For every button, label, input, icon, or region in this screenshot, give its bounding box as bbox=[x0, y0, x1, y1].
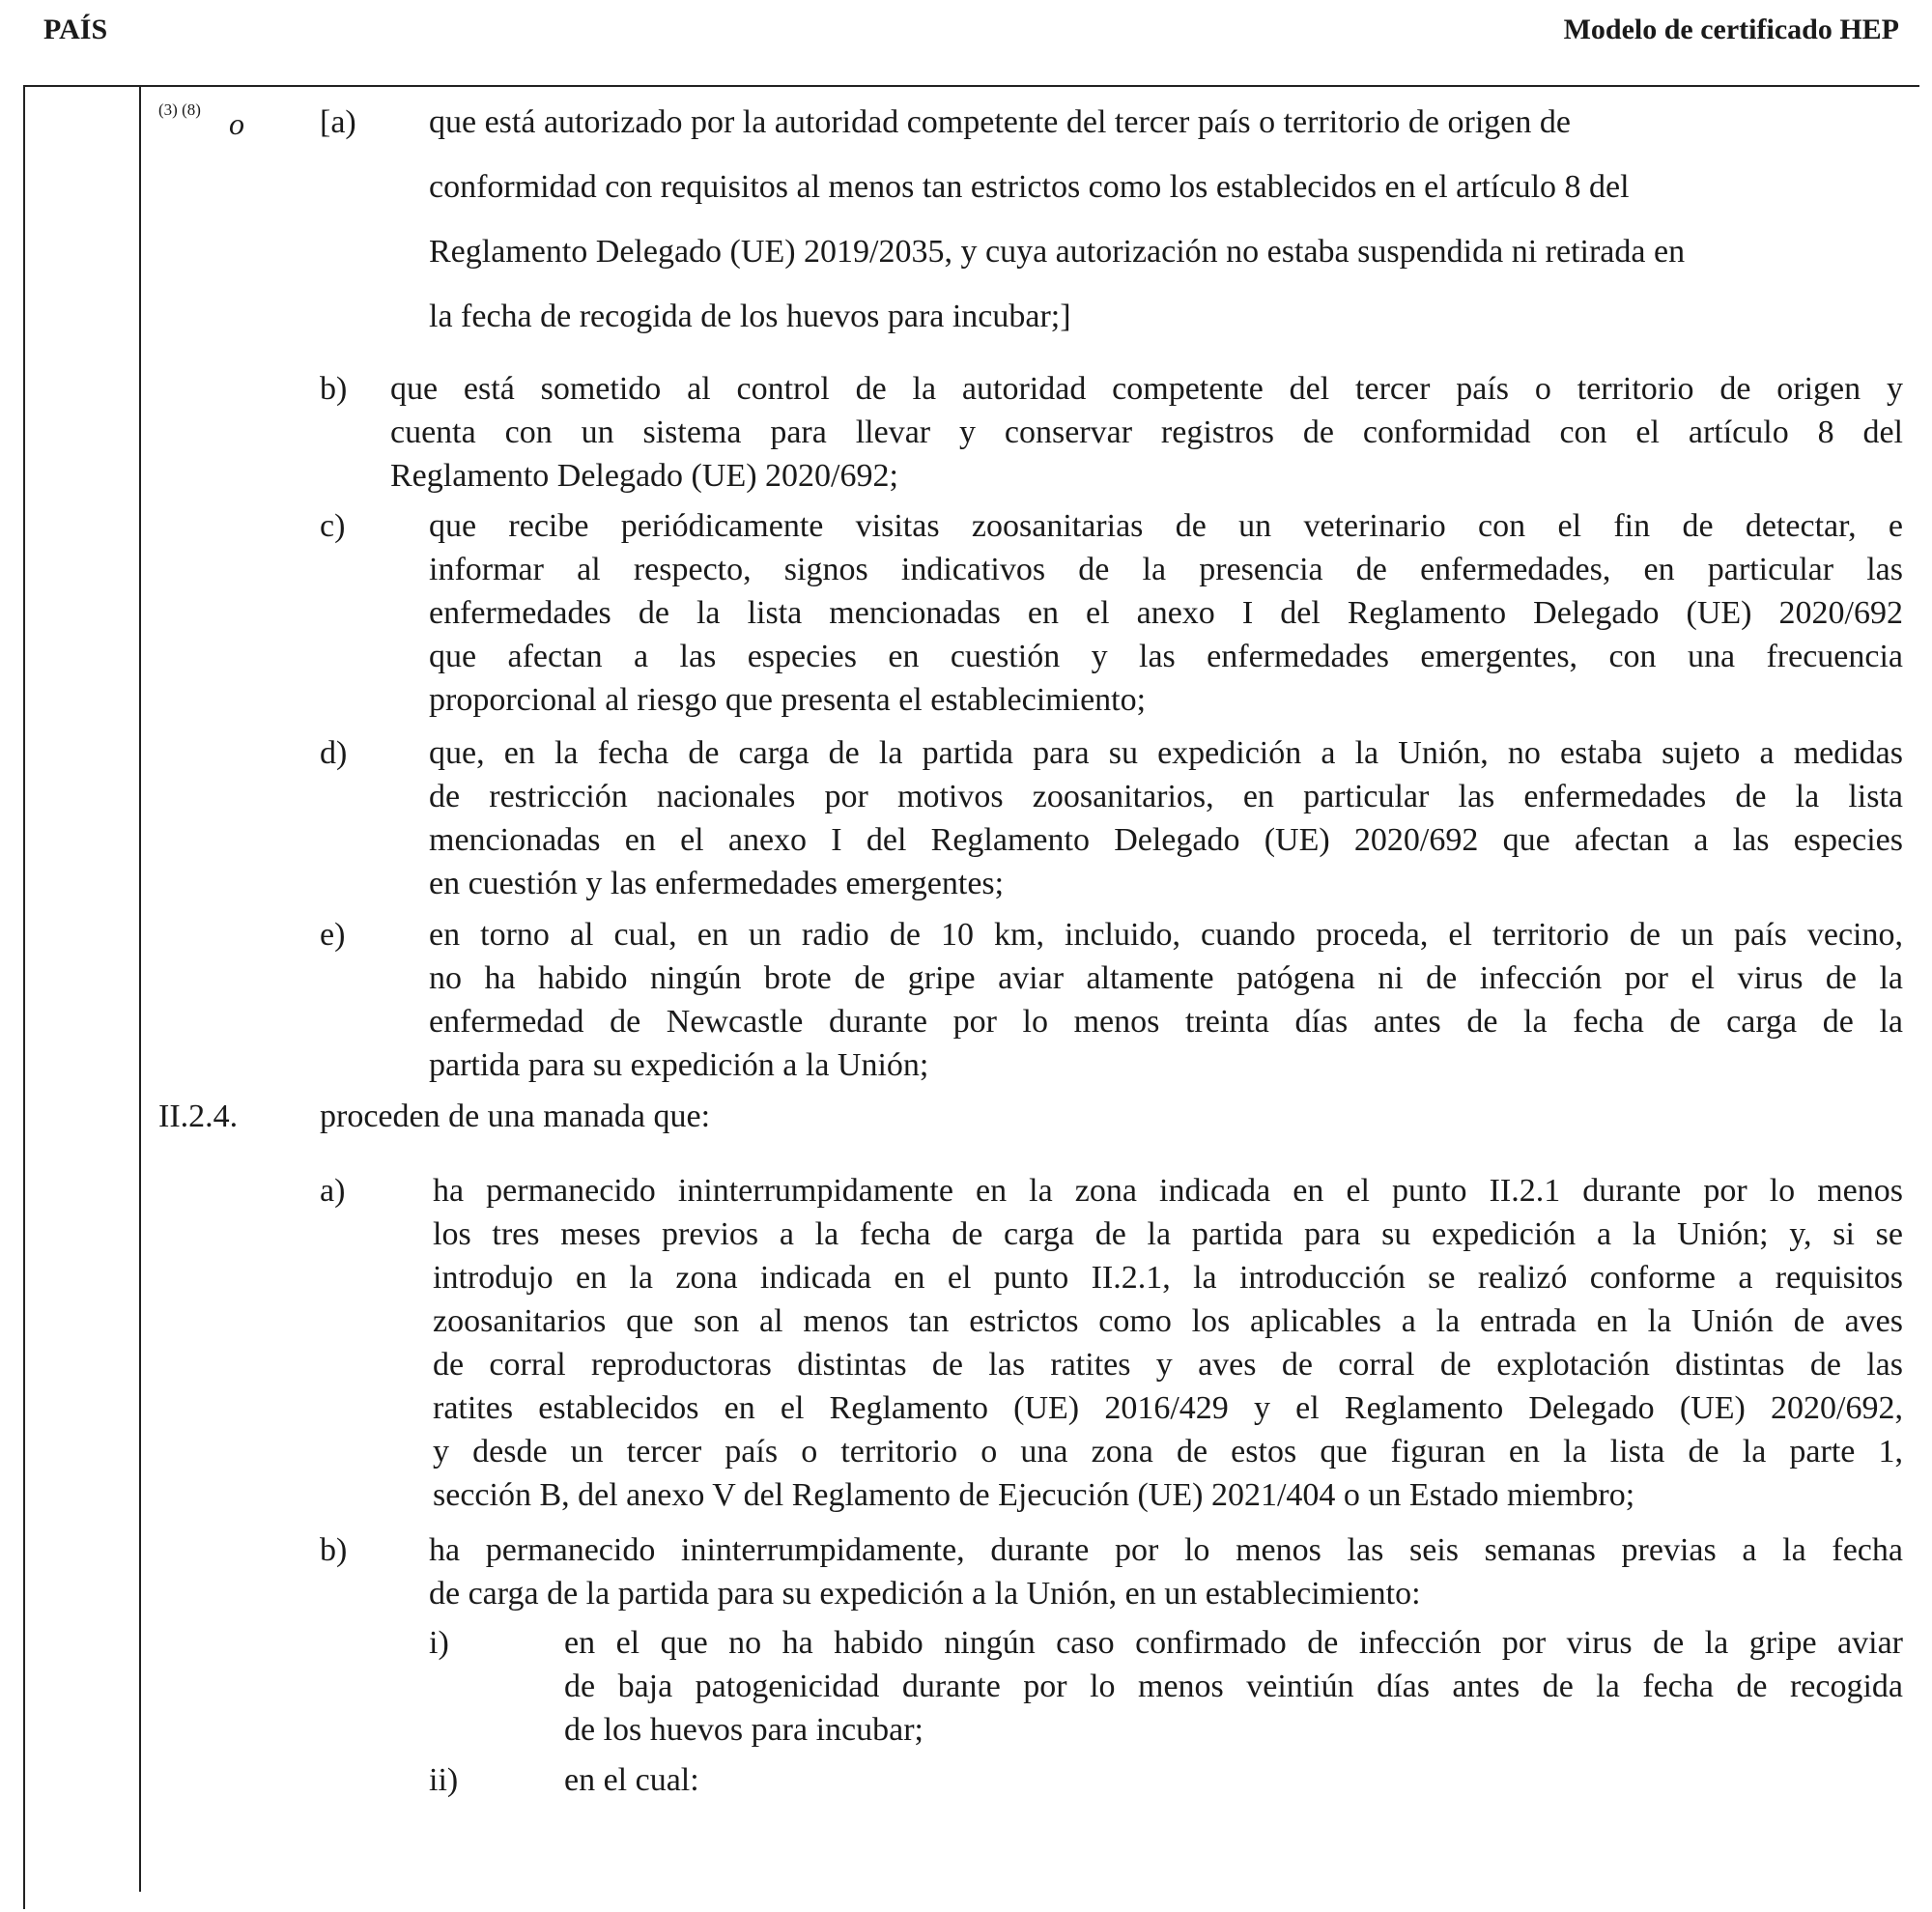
inner-border bbox=[139, 85, 141, 1892]
section-number: II.2.4. bbox=[158, 1099, 239, 1134]
s224-b-ii-label: ii) bbox=[429, 1762, 459, 1798]
item-c-line: que afectan a las especies en cuestión y las enfermedades emergentes, con una frecuencia bbox=[429, 639, 1903, 674]
s224-a-line: y desde un tercer país o territorio o una zona de estos que figuran en la lista de la parte 1, bbox=[433, 1434, 1903, 1470]
s224-b-text bbox=[429, 1528, 1903, 1615]
option-marker: o bbox=[229, 106, 244, 141]
item-e-line: en torno al cual, en un radio de 10 km, incluido, cuando proceda, el territorio de un país vecino, bbox=[429, 917, 1903, 953]
item-e-line: partida para su expedición a la Unión; bbox=[429, 1047, 929, 1083]
option-a-label: [a) bbox=[320, 104, 356, 140]
header-certificate-model: Modelo de certificado HEP bbox=[1563, 14, 1899, 45]
s224-a-line: introdujo en la zona indicada en el punto II.2.1, la introducción se realizó conforme a requisitos bbox=[433, 1260, 1903, 1296]
item-b-line: Reglamento Delegado (UE) 2020/692; bbox=[390, 458, 898, 494]
s224-a-line: ha permanecido ininterrumpidamente en la zona indicada en el punto II.2.1 durante por lo menos bbox=[433, 1173, 1903, 1209]
item-e-label: e) bbox=[320, 917, 346, 953]
item-d-text bbox=[429, 731, 1903, 905]
s224-b-i-line: de los huevos para incubar; bbox=[564, 1712, 923, 1748]
item-b-label: b) bbox=[320, 371, 348, 407]
option-a-line: la fecha de recogida de los huevos para incubar;] bbox=[429, 299, 1071, 334]
s224-b-line: ha permanecido ininterrumpidamente, durante por lo menos las seis semanas previas a la fecha bbox=[429, 1532, 1903, 1568]
s224-a-line: de corral reproductoras distintas de las ratites y aves de corral de explotación distintas de las bbox=[433, 1347, 1903, 1383]
s224-b-ii-text: en el cual: bbox=[564, 1762, 699, 1798]
s224-b-i-label: i) bbox=[429, 1625, 449, 1661]
s224-b-i-line: de baja patogenicidad durante por lo menos veintiún días antes de la fecha de recogida bbox=[564, 1669, 1903, 1704]
item-d-line: de restricción nacionales por motivos zoosanitarios, en particular las enfermedades de la lista bbox=[429, 779, 1903, 814]
s224-a-line: zoosanitarios que son al menos tan estrictos como los aplicables a la entrada en la Unión de aves bbox=[433, 1303, 1903, 1339]
s224-b-i-line: en el que no ha habido ningún caso confirmado de infección por virus de la gripe aviar bbox=[564, 1625, 1903, 1661]
option-footnote-ref: (3) (8) bbox=[158, 100, 201, 119]
item-b-line: cuenta con un sistema para llevar y conservar registros de conformidad con el artículo 8 del bbox=[390, 414, 1903, 450]
item-d-label: d) bbox=[320, 735, 348, 771]
top-rule bbox=[23, 85, 1919, 87]
s224-b-label: b) bbox=[320, 1532, 348, 1568]
option-a-text bbox=[429, 90, 1907, 349]
item-e-line: enfermedad de Newcastle durante por lo menos treinta días antes de la fecha de carga de la bbox=[429, 1004, 1903, 1040]
item-d-line: en cuestión y las enfermedades emergentes; bbox=[429, 866, 1005, 901]
item-c-text bbox=[429, 504, 1903, 722]
s224-a-line: los tres meses previos a la fecha de carga de la partida para su expedición a la Unión; y, si se bbox=[433, 1216, 1903, 1252]
item-d-line: que, en la fecha de carga de la partida para su expedición a la Unión, no estaba sujeto a medidas bbox=[429, 735, 1903, 771]
s224-b-line: de carga de la partida para su expedición a la Unión, en un establecimiento: bbox=[429, 1576, 1421, 1612]
item-c-line: enfermedades de la lista mencionadas en el anexo I del Reglamento Delegado (UE) 2020/692 bbox=[429, 595, 1903, 631]
s224-a-text bbox=[433, 1169, 1903, 1517]
item-b-text bbox=[390, 367, 1903, 498]
item-c-line: que recibe periódicamente visitas zoosanitarias de un veterinario con el fin de detectar, e bbox=[429, 508, 1903, 544]
option-a-line: conformidad con requisitos al menos tan estrictos como los establecidos en el artículo 8 del bbox=[429, 169, 1630, 205]
item-d-line: mencionadas en el anexo I del Reglamento Delegado (UE) 2020/692 que afectan a las especies bbox=[429, 822, 1903, 858]
header-country: PAÍS bbox=[43, 14, 108, 45]
item-b-line: que está sometido al control de la autoridad competente del tercer país o territorio de origen y bbox=[390, 371, 1903, 407]
s224-a-label: a) bbox=[320, 1173, 346, 1209]
item-c-line: proporcional al riesgo que presenta el establecimiento; bbox=[429, 682, 1147, 718]
s224-b-i-text bbox=[564, 1621, 1903, 1752]
s224-a-line: ratites establecidos en el Reglamento (UE) 2016/429 y el Reglamento Delegado (UE) 2020/692, bbox=[433, 1390, 1903, 1426]
option-a-line: Reglamento Delegado (UE) 2019/2035, y cuya autorización no estaba suspendida ni retirada en bbox=[429, 234, 1686, 270]
item-c-line: informar al respecto, signos indicativos de la presencia de enfermedades, en particular las bbox=[429, 552, 1903, 587]
option-a-line: que está autorizado por la autoridad competente del tercer país o territorio de origen de bbox=[429, 104, 1571, 140]
section-text: proceden de una manada que: bbox=[320, 1099, 711, 1134]
item-c-label: c) bbox=[320, 508, 346, 544]
s224-a-line: sección B, del anexo V del Reglamento de Ejecución (UE) 2021/404 o un Estado miembro; bbox=[433, 1477, 1635, 1513]
item-e-text bbox=[429, 913, 1903, 1087]
left-border bbox=[23, 85, 25, 1909]
item-e-line: no ha habido ningún brote de gripe aviar altamente patógena ni de infección por el virus de la bbox=[429, 960, 1903, 996]
